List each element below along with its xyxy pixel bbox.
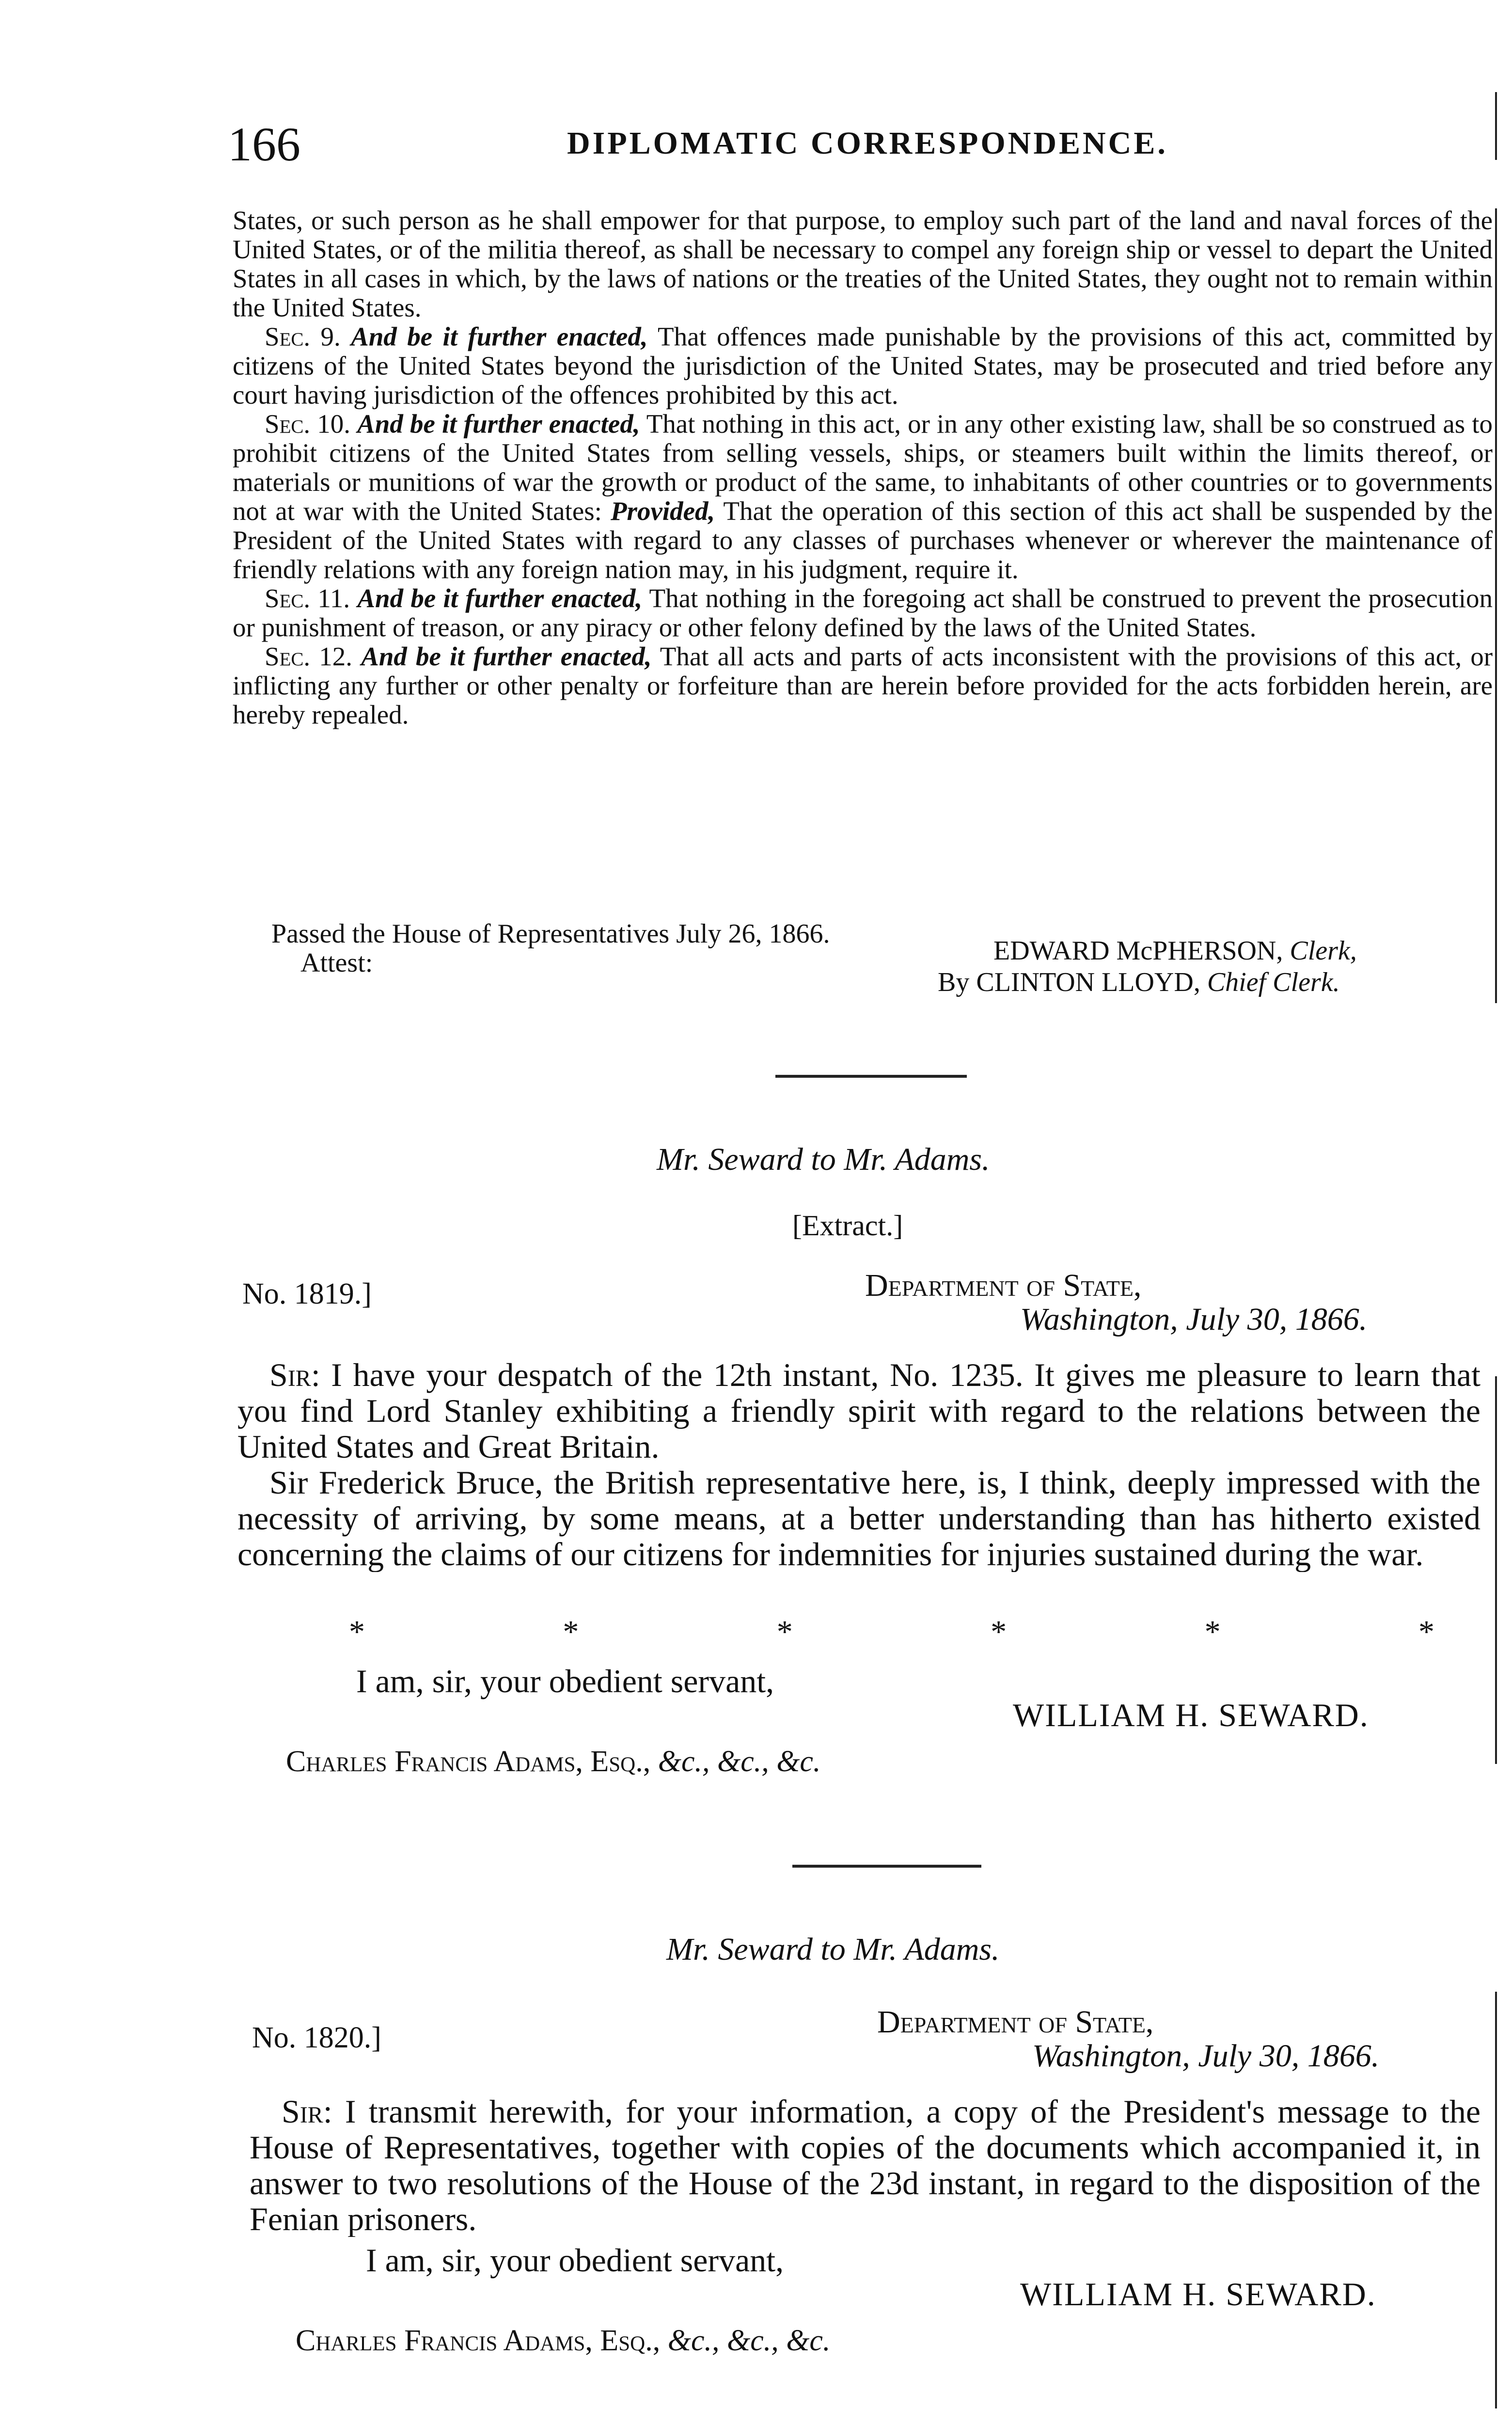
section-12-label: Sec. 12. — [265, 642, 353, 671]
passed-line: Passed the House of Representatives July 26, 1866. — [271, 919, 830, 949]
binding-edge-top — [1495, 92, 1497, 160]
section-10-proviso: Provided, — [610, 496, 715, 526]
section-12-text: That all acts and parts of acts inconsistent with the provisions of this act, or inflicting any further or other penalty or forfeiture than are herein before provided for the acts forbidden herein, are hereby repealed. — [233, 642, 1493, 729]
section-divider-2 — [792, 1865, 981, 1868]
letter-2-number: No. 1820.] — [252, 2021, 381, 2054]
star-4: * — [991, 1614, 1007, 1650]
section-11 — [233, 584, 1493, 642]
section-12 — [233, 642, 1493, 729]
letter-2-etc: &c., &c., &c. — [667, 2324, 831, 2357]
letter-2-closing: I am, sir, your obedient servant, — [366, 2242, 784, 2279]
section-10-text-a: That nothing in this act, or in any other existing law, shall be so construed as to prohibit citizens of the United States from selling vessels, ships, or steamers built within the limits thereof, or materials or munitions of war the growth or product of the same, to inhabitants of other countries or to governments not at war with the United States: — [233, 409, 1493, 526]
section-10-enacting: And be it further enacted, — [357, 409, 640, 439]
section-9-enacting: And be it further enacted, — [351, 322, 648, 351]
letter-2-addressee — [296, 2324, 830, 2358]
letter-1-department: Department of State, — [865, 1268, 1142, 1303]
section-11-text: That nothing in the foregoing act shall be construed to prevent the prosecution or punishment of treason, or any piracy or other felony defined by the laws of the United States. — [233, 583, 1493, 642]
section-11-enacting: And be it further enacted, — [357, 583, 643, 613]
running-title: DIPLOMATIC CORRESPONDENCE. — [567, 126, 1168, 161]
binding-edge-lower — [1495, 1992, 1497, 2408]
binding-edge-upper — [1495, 208, 1497, 1003]
letter-1-extract-label: [Extract.] — [792, 1210, 903, 1242]
section-10-text-b: That the operation of this section of this act shall be suspended by the President of the United States with regard to any classes of purchases whenever or wherever the maintenance of friendly relations with any foreign nation may, in his judgment, require it. — [233, 496, 1493, 584]
letter-2-para-1 — [250, 2093, 1480, 2237]
star-3: * — [776, 1614, 793, 1650]
chief-clerk-title: Chief Clerk. — [1207, 967, 1340, 997]
star-6: * — [1418, 1614, 1434, 1650]
clerk-signature — [993, 935, 1357, 966]
star-2: * — [563, 1614, 579, 1650]
star-1: * — [349, 1614, 365, 1650]
letter-2-department: Department of State, — [877, 2004, 1154, 2040]
letter-1-para-1-text: I have your despatch of the 12th instant, No. 1235. It gives me pleasure to learn that you find Lord Stanley exhibiting a friendly spirit with regard to the relations between the United States and Great Britain. — [237, 1357, 1480, 1465]
letter-1-heading: Mr. Seward to Mr. Adams. — [657, 1142, 990, 1177]
binding-edge-middle — [1495, 1376, 1497, 1764]
letter-1-number: No. 1819.] — [242, 1277, 372, 1310]
clerk-title: Clerk, — [1290, 936, 1357, 966]
star-5: * — [1204, 1614, 1221, 1650]
letter-1-body — [237, 1357, 1480, 1572]
letter-2-place-date: Washington, July 30, 1866. — [1032, 2038, 1380, 2074]
letter-2-body — [250, 2093, 1480, 2237]
letter-1-place-date: Washington, July 30, 1866. — [1020, 1302, 1368, 1337]
attest-label: Attest: — [300, 948, 373, 978]
letter-1-closing: I am, sir, your obedient servant, — [356, 1663, 774, 1699]
section-10 — [233, 409, 1493, 584]
letter-1-etc: &c., &c., &c. — [658, 1745, 821, 1778]
clerk-name: EDWARD McPHERSON, — [993, 936, 1283, 966]
section-12-enacting: And be it further enacted, — [361, 642, 652, 671]
page-number: 166 — [228, 117, 300, 171]
letter-1-addressee — [286, 1745, 820, 1779]
letter-2-salutation: Sir: — [282, 2093, 332, 2130]
letter-2-addressee-name: Charles Francis Adams, Esq., — [296, 2324, 661, 2357]
section-divider — [775, 1075, 967, 1078]
letter-1-addressee-name: Charles Francis Adams, Esq., — [286, 1745, 651, 1778]
letter-2-signature: WILLIAM H. SEWARD. — [1020, 2276, 1376, 2313]
letter-2-para-1-text: I transmit herewith, for your information, a copy of the President's message to the House of Representatives, together with copies of the documents which accompanied it, in answer to two resolutions of the House of the 23d instant, in regard to the disposition of the Fenian prisoners. — [250, 2093, 1480, 2237]
act-text — [233, 206, 1493, 729]
section-9-label: Sec. 9. — [265, 322, 341, 351]
letter-1-para-1 — [237, 1357, 1480, 1464]
act-continuation: States, or such person as he shall empower for that purpose, to employ such part of the land and naval forces of the United States, or of the militia thereof, as shall be necessary to compel any foreign ship or vessel to depart the United States in all cases in which, by the laws of nations or the treaties of the United States, they ought not to remain within the United States. — [233, 205, 1493, 322]
letter-2-heading: Mr. Seward to Mr. Adams. — [666, 1932, 1000, 1967]
section-9-text: That offences made punishable by the provisions of this act, committed by citizens of the United States beyond the jurisdiction of the United States, may be prosecuted and tried before any court having jurisdiction of the offences prohibited by this act. — [233, 322, 1493, 409]
section-9 — [233, 322, 1493, 409]
letter-1-salutation: Sir: — [269, 1357, 320, 1393]
chief-clerk-signature — [938, 967, 1340, 998]
omission-stars — [349, 1614, 1434, 1651]
letter-1-signature: WILLIAM H. SEWARD. — [1013, 1697, 1369, 1733]
section-11-label: Sec. 11. — [265, 583, 350, 613]
by-line: By CLINTON LLOYD, — [938, 967, 1200, 997]
letter-1-para-2: Sir Frederick Bruce, the British representative here, is, I think, deeply impressed with the necessity of arriving, by some means, at a better understanding than has hitherto existed concerning the claims of our citizens for indemnities for injuries sustained during the war. — [237, 1464, 1480, 1572]
section-10-label: Sec. 10. — [265, 409, 351, 439]
